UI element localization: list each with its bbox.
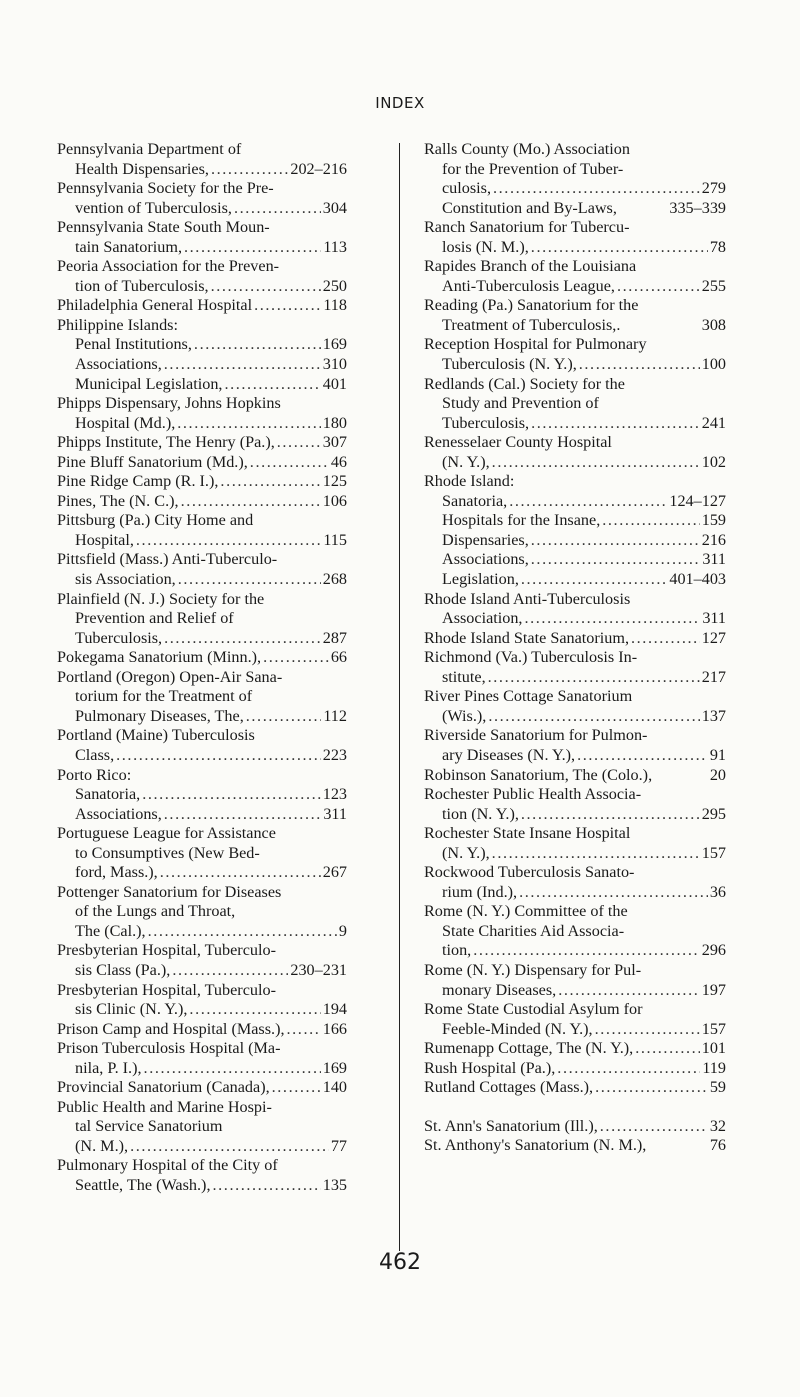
entry-term: Legislation, (442, 570, 519, 589)
entry-page-ref: 135 (322, 1175, 347, 1194)
index-entry (424, 726, 726, 765)
dot-leader (148, 922, 337, 942)
entry-term: Prison Camp and Hospital (Mass.), (57, 1019, 285, 1038)
index-entry (424, 492, 726, 512)
entry-term: Feeble-Minded (N. Y.), (442, 1019, 593, 1038)
entry-page-ref: 102 (701, 452, 726, 471)
entry-page-ref: 140 (322, 1078, 347, 1097)
entry-term: Seattle, The (Wash.), (75, 1175, 211, 1194)
page-header: INDEX (375, 94, 425, 112)
index-entry (57, 472, 347, 492)
entry-term: rium (Ind.), (442, 882, 518, 901)
entry-text-line: Public Health and Marine Hospi- (57, 1097, 272, 1116)
entry-page-ref: 76 (709, 1136, 726, 1155)
entry-term: Hospital (Md.), (75, 413, 176, 432)
entry-page-ref: 115 (323, 530, 347, 549)
index-entry (57, 492, 347, 512)
index-entry (424, 199, 726, 219)
entry-text-line: Presbyterian Hospital, Tuberculo- (57, 980, 276, 999)
dot-leader (595, 1020, 700, 1040)
dot-leader (493, 179, 700, 199)
entry-term: Sanatoria, (442, 491, 508, 510)
entry-term: tion of Tuberculosis, (75, 276, 209, 295)
entry-text-line: Study and Prevention of (442, 394, 599, 413)
entry-text-line: tal Service Sanatorium (75, 1117, 223, 1136)
entry-page-ref: 311 (702, 550, 726, 569)
entry-page-ref: 169 (322, 335, 347, 354)
entry-term: sis Clinic (N. Y.), (75, 1000, 188, 1019)
entry-text-line: Pottenger Sanatorium for Diseases (57, 882, 282, 901)
entry-text-line: Pennsylvania Society for the Pre- (57, 179, 274, 198)
entry-text-line: Pulmonary Hospital of the City of (57, 1156, 278, 1175)
index-entry (57, 375, 347, 395)
entry-text-line: Peoria Association for the Preven- (57, 257, 280, 276)
entry-text-line: torium for the Treatment of (75, 687, 253, 706)
dot-leader (263, 648, 329, 668)
dot-leader (579, 355, 700, 375)
index-entry (424, 511, 726, 531)
entry-term: monary Diseases, (442, 980, 557, 999)
entry-text-line: Redlands (Cal.) Society for the (424, 374, 625, 393)
index-entry (424, 570, 726, 590)
entry-page-ref: 250 (322, 276, 347, 295)
entry-term: nila, P. I.), (75, 1058, 142, 1077)
entry-page-ref: 59 (709, 1078, 726, 1097)
index-entry (57, 140, 347, 179)
entry-text-line: Riverside Sanatorium for Pulmon- (424, 726, 648, 745)
index-column-right (424, 140, 726, 1156)
entry-term: sis Class (Pa.), (75, 960, 171, 979)
entry-page-ref: 166 (322, 1019, 347, 1038)
entry-page-ref: 217 (701, 667, 726, 686)
dot-leader (577, 746, 708, 766)
index-entry (57, 766, 347, 786)
entry-page-ref: 310 (322, 355, 347, 374)
entry-text-line: Ralls County (Mo.) Association (424, 140, 630, 158)
entry-term: ary Diseases (N. Y.), (442, 745, 576, 764)
dot-leader (181, 492, 321, 512)
entry-term: culosis, (442, 179, 492, 198)
entry-page-ref: 241 (701, 413, 726, 432)
entry-text-line: Plainfield (N. J.) Society for the (57, 589, 265, 608)
entry-term: The (Cal.), (75, 921, 146, 940)
entry-term: Constitution and By-Laws, (442, 198, 617, 217)
dot-leader (144, 1059, 321, 1079)
dot-leader (617, 277, 700, 297)
index-entry (57, 218, 347, 257)
index-entry (57, 511, 347, 550)
index-entry (424, 335, 726, 374)
dot-leader (600, 1117, 708, 1137)
entry-text-line: Reception Hospital for Pulmonary (424, 335, 647, 354)
index-entry (57, 550, 347, 589)
entry-page-ref: 267 (322, 863, 347, 882)
entry-page-ref: 223 (322, 745, 347, 764)
dot-leader (194, 335, 321, 355)
entry-page-ref: 101 (701, 1039, 726, 1058)
entry-text-line: State Charities Aid Associa- (442, 921, 625, 940)
entry-term: Porto Rico: (57, 765, 132, 784)
entry-page-ref: 296 (701, 941, 726, 960)
index-entry (424, 218, 726, 257)
index-entry (424, 687, 726, 726)
dot-leader (164, 355, 321, 375)
entry-term: Robinson Sanatorium, The (Colo.), (424, 765, 653, 784)
dot-leader (272, 1078, 321, 1098)
dot-leader (492, 453, 700, 473)
entry-page-ref: 287 (322, 628, 347, 647)
dot-leader (602, 511, 699, 531)
entry-page-ref: 9 (338, 921, 347, 940)
entry-term: (N. M.), (75, 1136, 129, 1155)
entry-page-ref: 20 (709, 765, 726, 784)
dot-leader (116, 746, 321, 766)
index-entry (57, 1020, 347, 1040)
dot-leader (224, 375, 320, 395)
entry-page-ref: 32 (709, 1116, 726, 1135)
index-entry (424, 1039, 726, 1059)
entry-term: sis Association, (75, 570, 176, 589)
entry-page-ref: 194 (322, 1000, 347, 1019)
index-entry (424, 824, 726, 863)
dot-leader (246, 707, 322, 727)
dot-leader (631, 629, 700, 649)
index-entry (424, 375, 726, 434)
index-entry (424, 433, 726, 472)
entry-page-ref: 311 (702, 609, 726, 628)
index-entry (57, 726, 347, 765)
entry-text-line: Rome (N. Y.) Committee of the (424, 902, 628, 921)
entry-page-ref: 180 (322, 413, 347, 432)
dot-leader (213, 1176, 321, 1196)
entry-text-line: Portland (Maine) Tuberculosis (57, 726, 255, 745)
entry-term: Anti-Tuberculosis League, (442, 276, 615, 295)
dot-leader (524, 609, 700, 629)
entry-term: Tuberculosis, (75, 628, 163, 647)
entry-term: Pine Ridge Camp (R. I.), (57, 472, 219, 491)
entry-term: Philippine Islands: (57, 315, 178, 334)
index-entry (424, 785, 726, 824)
entry-text-line: for the Prevention of Tuber- (442, 159, 624, 178)
entry-term: Associations, (75, 355, 162, 374)
index-entry (57, 257, 347, 296)
index-entry (57, 941, 347, 980)
entry-page-ref: 255 (701, 276, 726, 295)
entry-text-line: Renesselaer County Hospital (424, 433, 612, 452)
index-entry (424, 257, 726, 296)
dot-leader (488, 707, 699, 727)
index-entry (57, 394, 347, 433)
entry-text-line: of the Lungs and Throat, (75, 902, 236, 921)
dot-leader (254, 296, 321, 316)
dot-leader (531, 531, 700, 551)
entry-term: vention of Tuberculosis, (75, 198, 232, 217)
entry-term: Rutland Cottages (Mass.), (424, 1078, 594, 1097)
entry-term: ford, Mass.), (75, 863, 158, 882)
entry-term: Municipal Legislation, (75, 374, 223, 393)
index-entry (57, 355, 347, 375)
dot-leader (492, 844, 700, 864)
dot-leader (211, 160, 288, 180)
entry-term: Tuberculosis (N. Y.), (442, 355, 577, 374)
entry-term: Association, (442, 609, 523, 628)
entry-text-line: Ranch Sanatorium for Tubercu- (424, 218, 630, 237)
entry-text-line: Pittsburg (Pa.) City Home and (57, 511, 254, 530)
entry-text-line: Portland (Oregon) Open-Air Sana- (57, 667, 283, 686)
index-entry (57, 453, 347, 473)
entry-page-ref: 36 (709, 882, 726, 901)
entry-page-ref: 118 (323, 296, 347, 315)
entry-term: Rush Hospital (Pa.), (424, 1058, 556, 1077)
entry-term: tain Sanatorium, (75, 237, 182, 256)
entry-term: Philadelphia General Hospital (57, 296, 253, 315)
index-entry (57, 335, 347, 355)
index-entry (424, 648, 726, 687)
column-divider (399, 143, 400, 1251)
entry-text-line: Pennsylvania State South Moun- (57, 218, 270, 237)
entry-term: (N. Y.), (442, 452, 490, 471)
entry-page-ref: 125 (322, 472, 347, 491)
index-entry (424, 590, 726, 629)
entry-page-ref: 169 (322, 1058, 347, 1077)
entry-text-line: River Pines Cottage Sanatorium (424, 687, 633, 706)
entry-term: Rumenapp Cottage, The (N. Y.), (424, 1039, 634, 1058)
index-entry (424, 1078, 726, 1098)
index-entry (57, 785, 347, 805)
index-entry (424, 863, 726, 902)
dot-leader (519, 883, 708, 903)
entry-page-ref: 119 (702, 1058, 726, 1077)
dot-leader (287, 1020, 321, 1040)
entry-term: losis (N. M.), (442, 237, 529, 256)
entry-text-line: Prevention and Relief of (75, 609, 234, 628)
index-entry (57, 316, 347, 336)
entry-text-line: Presbyterian Hospital, Tuberculo- (57, 941, 276, 960)
entry-term: St. Ann's Sanatorium (Ill.), (424, 1116, 598, 1135)
index-entry (57, 883, 347, 942)
index-entry (424, 1000, 726, 1039)
entry-text-line: Pittsfield (Mass.) Anti-Tuberculo- (57, 550, 278, 569)
index-entry (57, 179, 347, 218)
entry-page-ref: 157 (701, 843, 726, 862)
dot-leader (164, 805, 322, 825)
entry-term: Penal Institutions, (75, 335, 192, 354)
entry-term: (Wis.), (442, 706, 487, 725)
entry-term: Tuberculosis, (442, 413, 530, 432)
entry-term: Hospital, (75, 530, 134, 549)
entry-page-ref: 308 (701, 315, 726, 334)
index-entry (424, 902, 726, 961)
entry-text-line: Reading (Pa.) Sanatorium for the (424, 296, 639, 315)
dot-leader (211, 277, 321, 297)
index-entry (57, 668, 347, 727)
entry-text-line: Portuguese League for Assistance (57, 824, 276, 843)
entry-term: Pokegama Sanatorium (Minn.), (57, 648, 262, 667)
entry-term: Pine Bluff Sanatorium (Md.), (57, 452, 248, 471)
index-entry (57, 981, 347, 1020)
index-entry (424, 1117, 726, 1137)
index-entry (57, 590, 347, 649)
entry-page-ref: 77 (330, 1136, 347, 1155)
index-entry (424, 531, 726, 551)
dot-leader (220, 472, 320, 492)
entry-term: Provincial Sanatorium (Canada), (57, 1078, 270, 1097)
index-entry (424, 1136, 726, 1156)
dot-leader (509, 492, 667, 512)
entry-term: Associations, (75, 804, 162, 823)
entry-term: Associations, (442, 550, 529, 569)
entry-page-ref: 78 (709, 237, 726, 256)
index-entry (424, 1059, 726, 1079)
index-entry (57, 1098, 347, 1157)
entry-page-ref: 123 (322, 785, 347, 804)
entry-text-line: Richmond (Va.) Tuberculosis In- (424, 648, 638, 667)
page-number: 462 (379, 1250, 421, 1275)
entry-term: stitute, (442, 667, 486, 686)
index-entry (57, 824, 347, 883)
entry-text-line: Rapides Branch of the Louisiana (424, 257, 637, 276)
entry-term: Dispensaries, (442, 530, 529, 549)
index-entry (424, 550, 726, 570)
index-entry (424, 140, 726, 199)
dot-leader (136, 531, 321, 551)
entry-term: Class, (75, 745, 115, 764)
dot-leader (558, 981, 700, 1001)
dot-leader (531, 414, 700, 434)
entry-page-ref: 307 (322, 433, 347, 452)
entry-page-ref: 66 (330, 648, 347, 667)
dot-leader (160, 863, 321, 883)
entry-page-ref: 230–231 (290, 960, 347, 979)
dot-leader (635, 1039, 700, 1059)
entry-gap (424, 1098, 726, 1117)
entry-term: tion (N. Y.), (442, 804, 519, 823)
index-column-left (57, 140, 347, 1196)
entry-page-ref: 279 (701, 179, 726, 198)
entry-page-ref: 295 (701, 804, 726, 823)
entry-term: Pines, The (N. C.), (57, 491, 179, 510)
entry-text-line: Rhode Island Anti-Tuberculosis (424, 589, 631, 608)
entry-text-line: Rochester State Insane Hospital (424, 824, 631, 843)
entry-term: Pulmonary Diseases, The, (75, 706, 244, 725)
entry-page-ref: 137 (701, 706, 726, 725)
entry-text-line: Rome State Custodial Asylum for (424, 1000, 643, 1019)
index-entry (57, 1078, 347, 1098)
entry-text-line: Prison Tuberculosis Hospital (Ma- (57, 1039, 281, 1058)
entry-page-ref: 157 (701, 1019, 726, 1038)
entry-page-ref: 100 (701, 355, 726, 374)
index-entry (424, 766, 726, 786)
dot-leader (184, 238, 321, 258)
dot-leader (142, 785, 321, 805)
entry-text-line: Rochester Public Health Associa- (424, 785, 642, 804)
entry-term: Phipps Institute, The Henry (Pa.), (57, 433, 275, 452)
entry-page-ref: 159 (701, 511, 726, 530)
dot-leader (557, 1059, 700, 1079)
index-entry (57, 296, 347, 316)
dot-leader (177, 414, 320, 434)
entry-page-ref: 106 (322, 491, 347, 510)
index-entry (57, 1156, 347, 1195)
entry-page-ref: 46 (330, 452, 347, 471)
entry-page-ref: 304 (322, 198, 347, 217)
dot-leader (172, 961, 288, 981)
dot-leader (521, 570, 667, 590)
index-entry (57, 648, 347, 668)
dot-leader (277, 433, 321, 453)
index-entry (57, 1039, 347, 1078)
dot-leader (189, 1000, 320, 1020)
entry-text-line: Phipps Dispensary, Johns Hopkins (57, 394, 281, 413)
entry-text-line: Rome (N. Y.) Dispensary for Pul- (424, 960, 642, 979)
dot-leader (473, 941, 699, 961)
dot-leader (521, 805, 700, 825)
dot-leader (250, 453, 329, 473)
dot-leader (130, 1137, 329, 1157)
entry-page-ref: 91 (709, 745, 726, 764)
index-entry (424, 961, 726, 1000)
index-entry (424, 629, 726, 649)
entry-page-ref: 401–403 (669, 570, 726, 589)
entry-term: tion, (442, 941, 472, 960)
entry-page-ref: 335–339 (669, 198, 726, 217)
dot-leader (178, 570, 321, 590)
index-entry (57, 433, 347, 453)
entry-page-ref: 311 (323, 804, 347, 823)
entry-term: Rhode Island: (424, 472, 515, 491)
entry-text-line: Rockwood Tuberculosis Sanato- (424, 863, 635, 882)
dot-leader (531, 550, 701, 570)
index-entry (424, 296, 726, 335)
dot-leader (234, 199, 321, 219)
dot-leader (164, 629, 321, 649)
entry-page-ref: 268 (322, 570, 347, 589)
entry-page-ref: 216 (701, 530, 726, 549)
entry-term: (N. Y.), (442, 843, 490, 862)
entry-page-ref: 401 (322, 374, 347, 393)
dot-leader (488, 668, 700, 688)
entry-term: Rhode Island State Sanatorium, (424, 628, 630, 647)
entry-page-ref: 112 (323, 706, 347, 725)
index-entry (424, 472, 726, 492)
entry-term: Health Dispensaries, (75, 159, 209, 178)
entry-text-line: to Consumptives (New Bed- (75, 843, 260, 862)
entry-term: Sanatoria, (75, 785, 141, 804)
entry-page-ref: 124–127 (669, 491, 726, 510)
entry-page-ref: 197 (701, 980, 726, 999)
entry-term: Treatment of Tuberculosis,. (442, 315, 621, 334)
index-entry (57, 805, 347, 825)
dot-leader (595, 1078, 708, 1098)
entry-page-ref: 202–216 (290, 159, 347, 178)
entry-term: Hospitals for the Insane, (442, 511, 601, 530)
entry-page-ref: 113 (323, 237, 347, 256)
dot-leader (531, 238, 708, 258)
entry-text-line: Pennsylvania Department of (57, 140, 242, 158)
entry-term: St. Anthony's Sanatorium (N. M.), (424, 1136, 647, 1155)
entry-page-ref: 127 (701, 628, 726, 647)
